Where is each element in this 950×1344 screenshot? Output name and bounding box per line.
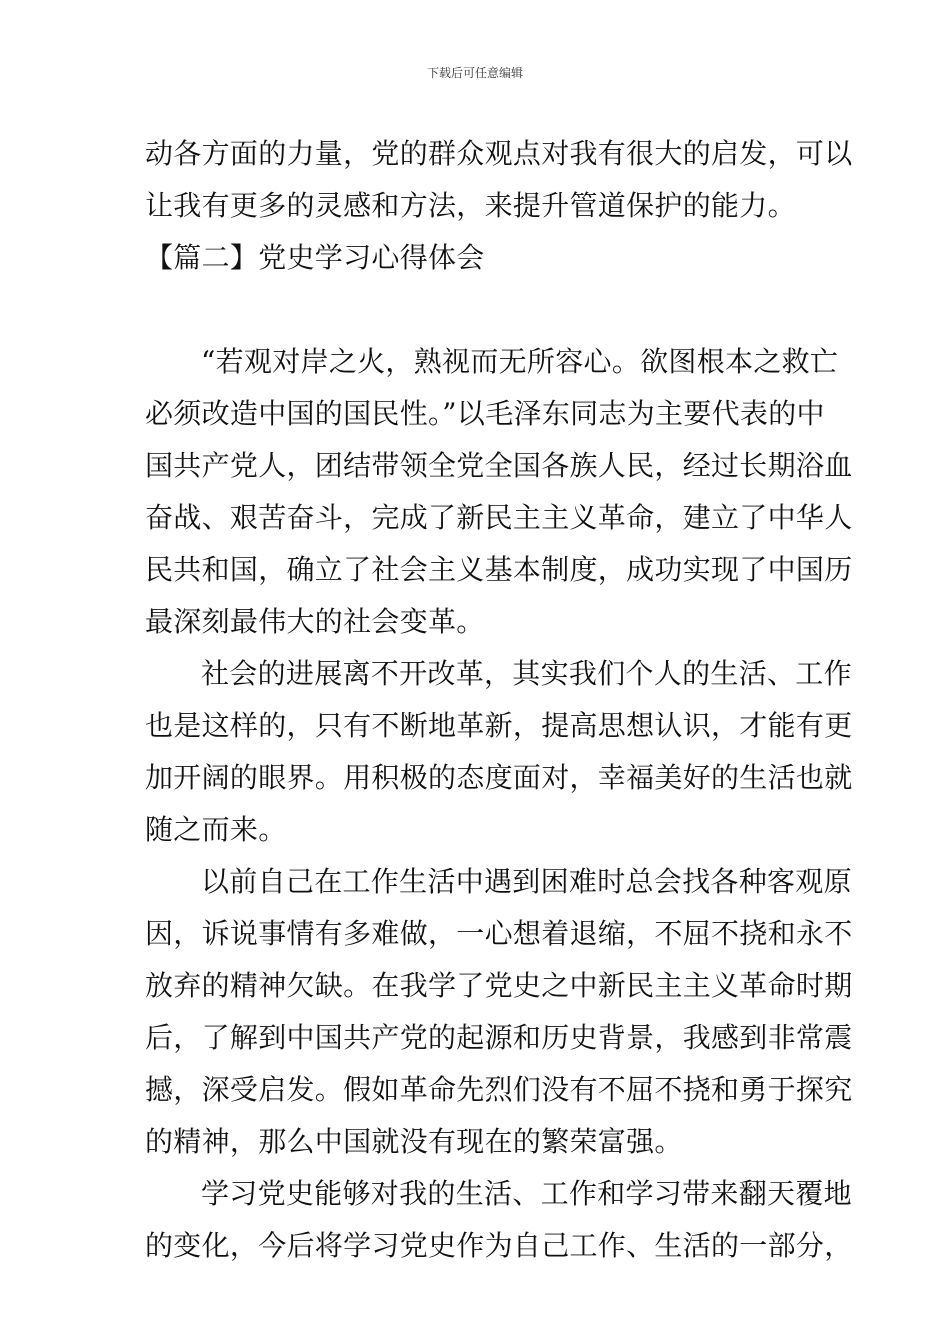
paragraph [145,648,853,856]
text-line: 也是这样的，只有不断地革新，提高思想认识，才能有更 [145,709,853,742]
text-line: 随之而来。 [145,813,287,846]
text-line: 必须改造中国的国民性。”以毛泽东同志为主要代表的中 [145,397,825,430]
text-line: 学习党史能够对我的生活、工作和学习带来翻天覆地 [201,1177,852,1210]
paragraph [145,856,853,1168]
text-line: 最深刻最伟大的社会变革。 [145,605,485,638]
text-line: 奋战、艰苦奋斗，完成了新民主主义革命，建立了中华人 [145,501,853,534]
blank-line [145,284,809,336]
section-title: 【篇二】党史学习心得体会 [145,241,485,274]
paragraph [145,1168,853,1272]
text-line: 民共和国，确立了社会主义基本制度，成功实现了中国历 [145,553,853,586]
paragraph [145,336,853,648]
text-line: 后，了解到中国共产党的起源和历史背景，我感到非常震 [145,1021,853,1054]
text-line: “若观对岸之火，熟视而无所容心。欲图根本之救亡 [201,345,839,378]
text-line: 动各方面的力量，党的群众观点对我有很大的启发，可以 [145,137,853,170]
text-line: 社会的进展离不开改革，其实我们个人的生活、工作 [201,657,852,690]
text-line: 以前自己在工作生活中遇到困难时总会找各种客观原 [201,865,852,898]
text-line: 放弃的精神欠缺。在我学了党史之中新民主主义革命时期 [145,969,853,1002]
text-line: 撼，深受启发。假如革命先烈们没有不屈不挠和勇于探究 [145,1073,853,1106]
text-line: 因，诉说事情有多难做，一心想着退缩，不屈不挠和永不 [145,917,853,950]
document-body [145,128,853,1272]
text-line: 的变化，今后将学习党史作为自己工作、生活的一部分， [145,1229,853,1262]
text-line: 国共产党人，团结带领全党全国各族人民，经过长期浴血 [145,449,853,482]
text-line: 让我有更多的灵感和方法，来提升管道保护的能力。 [145,189,796,222]
page-header: 下载后可任意编辑 [426,66,523,80]
text-line: 加开阔的眼界。用积极的态度面对，幸福美好的生活也就 [145,761,853,794]
text-line: 的精神，那么中国就没有现在的繁荣富强。 [145,1125,683,1158]
